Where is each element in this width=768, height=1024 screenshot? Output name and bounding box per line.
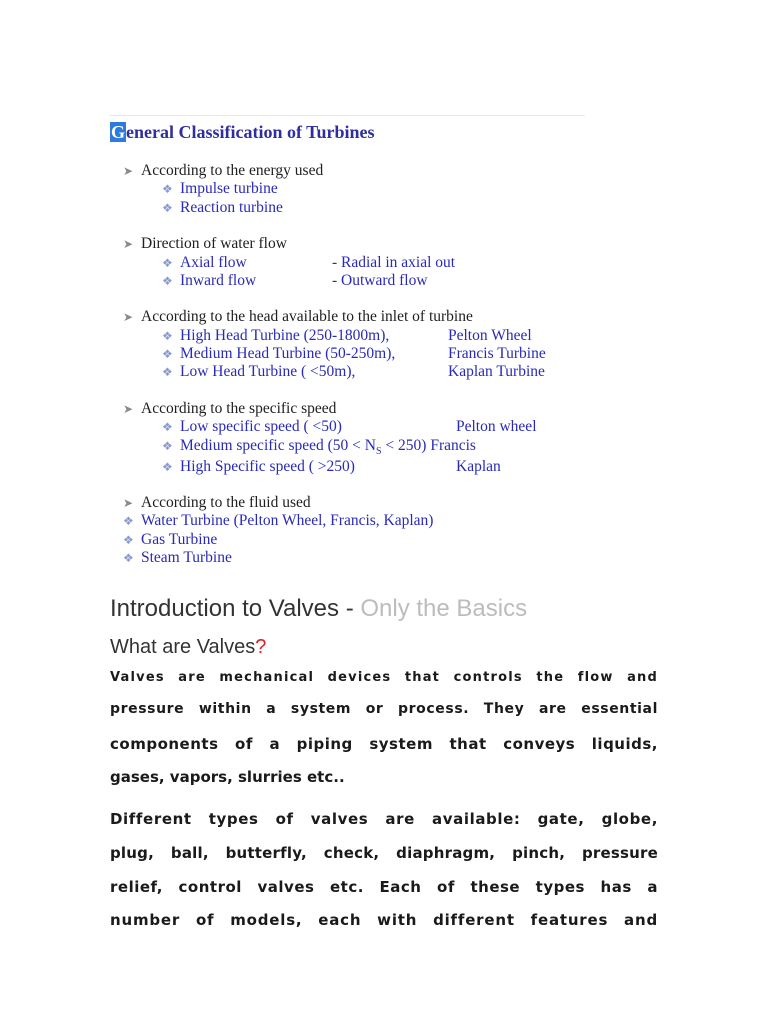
section-heading-text: According to the specific speed [141,400,337,417]
section-heading-text: Direction of water flow [141,235,287,252]
subtitle-text: What are Valves [110,636,256,658]
item-label: Inward flow [180,272,257,289]
section-item [123,512,433,530]
turbine-classification-figure [110,115,585,581]
paragraph-line: relief, control valves etc. Each of these types has a [110,878,658,896]
item-label: Axial flow [180,254,247,271]
arrow-bullet-icon: ➤ [123,164,134,178]
diamond-bullet-icon: ❖ [123,533,134,547]
section-item [162,199,283,217]
item-label: Medium specific speed (50 < N [180,437,376,454]
item-label: Medium Head Turbine (50-250m), [180,345,396,362]
article-title [110,595,527,623]
item-label: Water Turbine (Pelton Wheel, Francis, Kaplan) [141,512,434,529]
section-item [162,363,582,381]
article-title-sub: Only the Basics [360,595,528,622]
section-heading [123,162,323,180]
figure-title-initial: G [111,122,126,142]
item-label-tail: < 250) Francis [381,437,476,454]
diamond-bullet-icon: ❖ [162,347,173,361]
item-detail: Pelton wheel [456,418,537,435]
figure-title [110,122,375,143]
section-item [162,458,582,476]
paragraph-line: gases, vapors, slurries etc.. [110,768,345,786]
paragraph-line: Different types of valves are available: gate, globe, [110,810,658,828]
diamond-bullet-icon: ❖ [162,420,173,434]
item-label: High Head Turbine (250-1800m), [180,327,390,344]
figure-title-text: eneral Classification of Turbines [126,122,375,142]
diamond-bullet-icon: ❖ [162,460,173,474]
section-heading [123,235,287,253]
arrow-bullet-icon: ➤ [123,402,134,416]
section-subtitle [110,636,266,659]
paragraph-line: components of a piping system that conveys liquids, [110,735,658,753]
diamond-bullet-icon: ❖ [162,365,173,379]
diamond-bullet-icon: ❖ [162,201,173,215]
section-item [162,254,582,272]
item-detail: Pelton Wheel [448,327,532,344]
section-item [162,327,582,345]
item-label: High Specific speed ( >250) [180,458,355,475]
item-label: Steam Turbine [141,549,232,566]
item-detail: Kaplan Turbine [448,363,545,380]
paragraph-line: plug, ball, butterfly, check, diaphragm, pinch, pressure [110,844,658,862]
arrow-bullet-icon: ➤ [123,496,134,510]
section-item [123,549,232,567]
section-item [162,418,582,436]
section-heading [123,308,473,326]
section-item [162,272,582,290]
item-detail: Francis Turbine [448,345,546,362]
item-label: Reaction turbine [180,199,283,216]
item-detail: Kaplan [456,458,501,475]
section-heading [123,400,336,418]
section-item [162,345,582,363]
subscript-s: S [375,446,382,458]
diamond-bullet-icon: ❖ [162,329,173,343]
item-detail: - Radial in axial out [332,254,456,271]
item-label: Low specific speed ( <50) [180,418,342,435]
paragraph-line: Valves are mechanical devices that controls the flow and [110,670,658,685]
subtitle-question-mark: ? [255,636,267,658]
arrow-bullet-icon: ➤ [123,310,134,324]
section-heading-text: According to the energy used [141,162,324,179]
section-heading [123,494,311,512]
diamond-bullet-icon: ❖ [123,514,134,528]
paragraph-line: number of models, each with different features and [110,911,658,929]
section-item [123,531,217,549]
section-item [162,180,278,198]
item-label: Impulse turbine [180,180,278,197]
diamond-bullet-icon: ❖ [123,551,134,565]
diamond-bullet-icon: ❖ [162,256,173,270]
item-label: Gas Turbine [141,531,218,548]
diamond-bullet-icon: ❖ [162,274,173,288]
diamond-bullet-icon: ❖ [162,182,173,196]
diamond-bullet-icon: ❖ [162,439,173,453]
paragraph-line: pressure within a system or process. They are essential [110,701,658,717]
item-label: Low Head Turbine ( <50m), [180,363,356,380]
section-heading-text: According to the fluid used [141,494,311,511]
arrow-bullet-icon: ➤ [123,237,134,251]
item-detail: - Outward flow [332,272,428,289]
section-heading-text: According to the head available to the inlet of turbine [141,308,473,325]
article-title-main: Introduction to Valves - [110,595,361,622]
